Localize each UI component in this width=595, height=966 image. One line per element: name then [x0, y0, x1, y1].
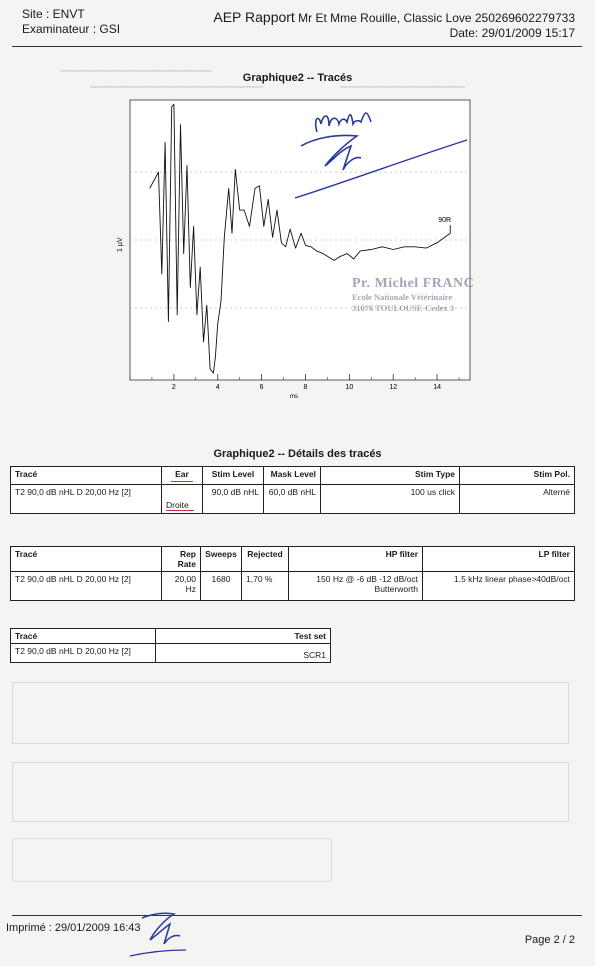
show-through-text: ━━━━━━━━━━━━━━━━━━━━━━━: [340, 82, 465, 92]
col-hp-filter: HP filter: [289, 547, 423, 572]
col-rejected: Rejected: [242, 547, 289, 572]
trace-label-90R: 90R: [438, 217, 452, 225]
cell-stim-level: 90,0 dB nHL: [203, 485, 264, 514]
table-row: [11, 485, 575, 514]
cell-rejected: 1,70 %: [242, 572, 289, 601]
col-stim-pol: Stim Pol.: [460, 467, 575, 485]
site-label: Site : ENVT: [22, 7, 85, 21]
handwritten-signature: [295, 100, 475, 200]
table-row: [11, 572, 575, 601]
details-table-stimulus: [10, 466, 575, 514]
col-sweeps: Sweeps: [201, 547, 242, 572]
cell-rep-rate: 20,00 Hz: [162, 572, 201, 601]
stamp-line-1: Ecole Nationale Vétérinaire: [352, 292, 453, 302]
col-mask-level: Mask Level: [264, 467, 321, 485]
header-left: [22, 7, 120, 37]
printed-date: Imprimé : 29/01/2009 16:43: [6, 922, 141, 934]
show-through-box: [12, 762, 569, 822]
col-rep-rate: Rep Rate: [162, 547, 201, 572]
stamp-line-2: 31076 TOULOUSE-Cedex 3: [352, 303, 455, 313]
footer-rule: [12, 915, 582, 916]
x-tick-label: 10: [345, 384, 354, 391]
report-date: Date: 29/01/2009 15:17: [449, 26, 575, 40]
x-tick-label: 2: [171, 384, 176, 391]
cell-test-set: SCR1: [156, 644, 331, 663]
show-through-box: [12, 682, 569, 744]
official-stamp: [352, 276, 474, 314]
col-stim-level: Stim Level: [203, 467, 264, 485]
show-through-box: [12, 838, 332, 882]
details-title: Graphique2 -- Détails des tracés: [213, 448, 382, 460]
cell-sweeps: 1680: [201, 572, 242, 601]
col-trace: Tracé: [11, 629, 156, 644]
stamp-name: Pr. Michel FRANC: [352, 276, 475, 291]
col-stim-type: Stim Type: [321, 467, 460, 485]
show-through-text: ━━━━━━━━━━━━━━━━━━━━━━━━━━━━: [60, 66, 212, 76]
page-number: Page 2 / 2: [524, 934, 575, 946]
ear-underline: [171, 481, 193, 482]
details-table-testset: [10, 628, 331, 663]
x-tick-label: 6: [259, 384, 264, 391]
header-right: [213, 10, 575, 41]
x-axis-label: ms: [290, 394, 298, 400]
graph-title: Graphique2 -- Tracés: [242, 72, 353, 84]
cell-trace: T2 90,0 dB nHL D 20,00 Hz [2]: [11, 572, 162, 601]
show-through-text: ━━━━━━━━━━━━━━━━━━━━━━━━━━━━━━━━: [90, 82, 264, 92]
patient-name: Mr Et Mme Rouille, Classic Love 250269602279733: [298, 11, 575, 25]
cell-ear: Droite: [162, 485, 203, 514]
report-title: AEP Rapport: [213, 9, 295, 25]
ear-value-underline: [166, 510, 194, 511]
cell-stim-type: 100 us click: [321, 485, 460, 514]
footer-initials-signature: [128, 906, 188, 958]
col-ear: Ear: [162, 467, 203, 485]
x-tick-label: 14: [433, 384, 441, 391]
x-tick-label: 8: [303, 384, 308, 391]
examiner-label: Examinateur : GSI: [22, 22, 121, 36]
details-table-acquisition: [10, 546, 575, 601]
cell-mask-level: 60,0 dB nHL: [264, 485, 321, 514]
header-rule: [12, 46, 582, 47]
x-tick-label: 4: [215, 384, 220, 391]
cell-lp-filter: 1.5 kHz linear phase>40dB/oct: [423, 572, 575, 601]
cell-stim-pol: Alterné: [460, 485, 575, 514]
col-trace: Tracé: [11, 467, 162, 485]
x-tick-label: 12: [389, 384, 398, 391]
col-test-set: Test set: [156, 629, 331, 644]
cell-trace: T2 90,0 dB nHL D 20,00 Hz [2]: [11, 644, 156, 663]
col-lp-filter: LP filter: [423, 547, 575, 572]
table-row: [11, 644, 331, 663]
cell-trace: T2 90,0 dB nHL D 20,00 Hz [2]: [11, 485, 162, 514]
col-trace: Tracé: [11, 547, 162, 572]
y-axis-label: 1 µV: [117, 237, 124, 252]
cell-hp-filter: 150 Hz @ -6 dB -12 dB/oct Butterworth: [289, 572, 423, 601]
